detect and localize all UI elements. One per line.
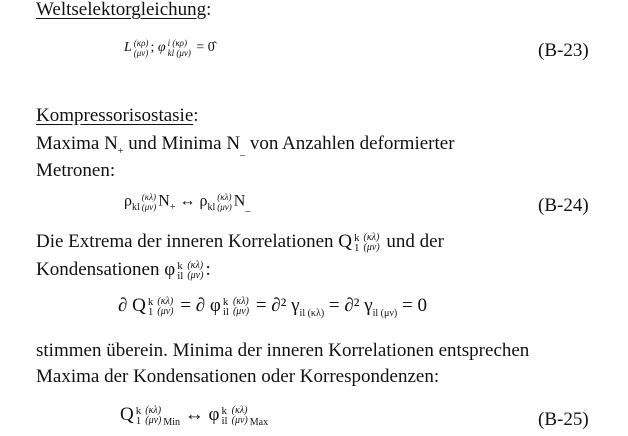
eq-symbol-L: L xyxy=(124,40,132,56)
eq-Q: Q xyxy=(120,404,134,425)
eq-rho: ρ xyxy=(199,192,208,210)
eq-gamma: γ xyxy=(291,295,300,316)
paragraph-line: Metronen: xyxy=(36,160,116,181)
eq-sub: + xyxy=(169,201,176,213)
heading-weltselektorgleichung xyxy=(36,0,211,19)
equation-b23 xyxy=(124,38,215,58)
subscript-plus: + xyxy=(117,145,124,157)
paragraph-line xyxy=(36,232,444,253)
paragraph-line xyxy=(36,133,455,157)
eq-sub: kl (μν) xyxy=(167,48,191,58)
eq-partial-squared: ∂² xyxy=(344,295,360,316)
heading-text: Kompressorisostasie xyxy=(36,105,194,126)
eq-sub: il xyxy=(221,414,228,427)
eq-double-arrow: ↔ xyxy=(179,192,196,210)
eq-sup: k xyxy=(135,404,142,417)
eq-top: (κλ) xyxy=(217,192,232,202)
eq-sup: (κρ) xyxy=(133,38,149,48)
eq-symbol-phi: φ xyxy=(157,40,166,56)
sub: 1 xyxy=(354,241,360,254)
heading-text: Weltselektorgleichung xyxy=(36,0,207,20)
eq-partial: ∂ xyxy=(195,295,206,316)
heading-kompressorisostasie xyxy=(36,106,199,125)
eq-bot: (μν) xyxy=(231,414,248,426)
equation-number-b23: (B-23) xyxy=(538,40,589,61)
equation-number-b24: (B-24) xyxy=(538,195,589,216)
paragraph-line xyxy=(36,260,211,281)
eq-semicolon: ; xyxy=(150,40,155,56)
eq-rhs: = 0 xyxy=(401,295,427,316)
eq-top: (κλ) xyxy=(141,192,156,202)
symbol-Q: Q xyxy=(338,231,353,252)
eq-sup: k xyxy=(221,404,227,417)
text: Kondensationen xyxy=(36,259,165,280)
eq-sub: il xyxy=(222,305,229,318)
eq-sub: il (κλ) xyxy=(299,307,325,319)
sup: k xyxy=(177,259,183,272)
eq-sub: 1 xyxy=(135,414,142,427)
eq-bot: (μν) xyxy=(217,202,232,212)
eq-gamma: γ xyxy=(364,295,373,316)
idx: (μν) xyxy=(187,269,204,281)
eq-Q: Q xyxy=(132,295,146,316)
eq-sub: 1 xyxy=(147,305,154,318)
eq-sup: k xyxy=(222,295,229,308)
eq-sub-min: Min xyxy=(163,416,181,428)
equation-b24 xyxy=(124,192,250,212)
eq-sup: i (κρ) xyxy=(167,38,187,48)
equation-b25 xyxy=(120,405,268,426)
text: von Anzahlen deformierter xyxy=(245,133,455,154)
eq-equals: = xyxy=(328,295,340,316)
eq-bot: (μν) xyxy=(157,305,174,317)
eq-rhs: = 0̂ xyxy=(196,40,215,56)
eq-N: N xyxy=(158,192,170,210)
eq-equals: = xyxy=(180,295,191,316)
eq-top: (κλ) xyxy=(145,404,162,416)
text: Maxima N xyxy=(36,133,118,154)
eq-bot: (μν) xyxy=(145,414,162,426)
eq-sub: kl xyxy=(207,201,216,213)
sup: k xyxy=(354,231,360,244)
eq-phi: φ xyxy=(208,404,220,425)
eq-sub-max: Max xyxy=(249,416,269,428)
eq-bot: (μν) xyxy=(141,202,157,212)
text: : xyxy=(205,259,211,280)
eq-top: (κλ) xyxy=(157,295,174,307)
eq-N: N xyxy=(233,192,246,210)
eq-sub: (μν) xyxy=(133,48,149,58)
equation-number-b25: (B-25) xyxy=(538,409,589,430)
eq-bot: (μν) xyxy=(232,305,250,317)
subscript-minus: _ xyxy=(240,145,246,157)
text: Die Extrema der inneren Korrelationen xyxy=(36,231,339,252)
eq-sub: kl xyxy=(131,201,140,213)
paragraph-line: stimmen überein. Minima der inneren Korrelationen entsprechen xyxy=(36,340,530,361)
eq-phi: φ xyxy=(209,295,221,316)
eq-sub: _ xyxy=(245,201,251,213)
idx: (μν) xyxy=(363,241,380,253)
eq-top: (κλ) xyxy=(232,295,249,307)
paragraph-line: Maxima der Kondensationen oder Korrespondenzen: xyxy=(36,366,440,387)
idx: (κλ) xyxy=(187,259,204,271)
sub: il xyxy=(177,269,184,282)
eq-rho: ρ xyxy=(124,192,132,210)
eq-sup: k xyxy=(147,295,154,308)
idx: (κλ) xyxy=(363,231,380,243)
eq-double-arrow: ↔ xyxy=(184,404,204,425)
text: und der xyxy=(381,231,444,252)
heading-colon: : xyxy=(193,105,199,126)
heading-colon: : xyxy=(206,0,212,20)
equation-extrema xyxy=(118,296,427,317)
eq-partial-squared: ∂² xyxy=(271,295,287,316)
text: und Minima N xyxy=(123,133,241,154)
eq-equals: = xyxy=(255,295,267,316)
eq-partial: ∂ xyxy=(118,295,128,316)
symbol-phi: φ xyxy=(164,259,176,280)
eq-sub: il (μν) xyxy=(372,307,398,319)
eq-top: (κλ) xyxy=(231,404,248,416)
